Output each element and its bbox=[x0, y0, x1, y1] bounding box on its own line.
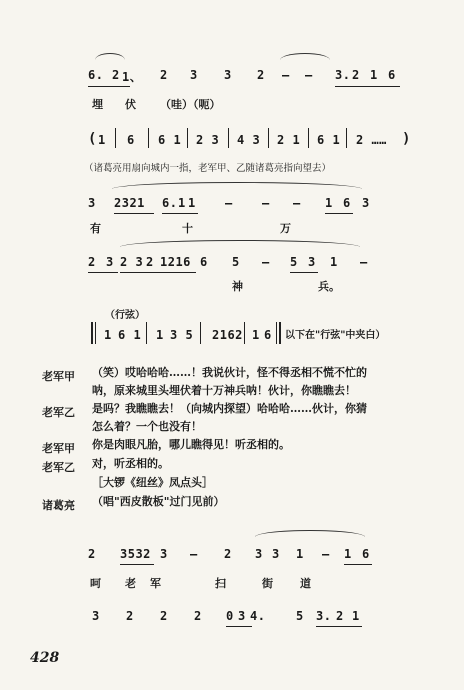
lyric: 街 bbox=[262, 577, 273, 590]
note: 2 bbox=[88, 547, 96, 561]
note: 2 bbox=[88, 255, 96, 269]
note: 6. bbox=[88, 68, 104, 82]
note: 3 bbox=[255, 547, 263, 561]
note: 2162 bbox=[212, 328, 243, 342]
barline bbox=[148, 128, 149, 148]
slur bbox=[112, 182, 362, 189]
lyric: 有 bbox=[90, 222, 101, 235]
note: 1 bbox=[330, 255, 338, 269]
repeat-end bbox=[279, 322, 281, 344]
note: 2 bbox=[257, 68, 265, 82]
paren: ) bbox=[402, 131, 411, 147]
beam bbox=[88, 272, 118, 273]
dialogue-line: 呐，原来城里头埋伏着十万神兵呐！伙计，你瞧瞧去！ bbox=[92, 384, 356, 397]
lyric: 扫 bbox=[215, 577, 226, 590]
note: 3 bbox=[92, 609, 100, 623]
note: 5 bbox=[296, 609, 304, 623]
lyric: 万 bbox=[280, 222, 291, 235]
barline bbox=[200, 322, 201, 344]
barline bbox=[244, 322, 245, 344]
speaker-name: 老军甲 bbox=[42, 442, 75, 455]
note: 1、 bbox=[122, 70, 143, 84]
note: 2 bbox=[126, 609, 134, 623]
beam bbox=[316, 626, 362, 627]
note: 2321 bbox=[114, 196, 145, 210]
note: 2 3 bbox=[120, 255, 144, 269]
percussion-cue: ［大锣《纽丝》凤点头］ bbox=[92, 476, 213, 489]
note: 4. bbox=[250, 609, 266, 623]
note: 2 bbox=[224, 547, 232, 561]
dialogue-line: 怎么着？一个也没有！ bbox=[92, 420, 202, 433]
note: 5 bbox=[290, 255, 298, 269]
note: 1 bbox=[104, 328, 112, 342]
note: 1 bbox=[296, 547, 304, 561]
speaker-name: 老军乙 bbox=[42, 461, 75, 474]
note: 2 bbox=[352, 68, 360, 82]
note: 6 bbox=[127, 133, 135, 147]
note: 2 bbox=[146, 255, 154, 269]
speaker-name: 老军乙 bbox=[42, 406, 75, 419]
note: 1 bbox=[352, 609, 360, 623]
note: – bbox=[282, 68, 290, 82]
beam bbox=[344, 564, 372, 565]
lyric: 十 bbox=[182, 222, 193, 235]
note: 3 bbox=[272, 547, 280, 561]
stage-direction: （唱"西皮散板"过门见前） bbox=[92, 495, 225, 508]
beam bbox=[290, 272, 318, 273]
lyric: 神 bbox=[232, 280, 243, 293]
note: 3 bbox=[160, 547, 168, 561]
paren: ( bbox=[88, 131, 97, 147]
lyric: 道 bbox=[300, 577, 311, 590]
note: 3 bbox=[106, 255, 114, 269]
lyric: 伏 bbox=[125, 98, 136, 111]
dialogue-line: 对，听丞相的。 bbox=[92, 457, 169, 470]
note: – bbox=[190, 547, 198, 561]
note: 1 bbox=[188, 196, 196, 210]
lyric: 兵。 bbox=[318, 280, 340, 293]
note: 2 bbox=[336, 609, 344, 623]
note: 6. bbox=[162, 196, 178, 210]
note: 1 bbox=[344, 547, 352, 561]
note: 3532 bbox=[120, 547, 151, 561]
note: 3. bbox=[335, 68, 351, 82]
note: 6 1 bbox=[158, 133, 182, 147]
note: 2 bbox=[160, 68, 168, 82]
note: – bbox=[305, 68, 313, 82]
note: 6 bbox=[264, 328, 272, 342]
beam bbox=[114, 213, 154, 214]
beam bbox=[120, 272, 196, 273]
barline bbox=[346, 128, 347, 148]
note: 1 bbox=[156, 328, 164, 342]
note: 2 bbox=[160, 609, 168, 623]
note: 1 bbox=[370, 68, 378, 82]
barline bbox=[146, 322, 147, 344]
page-number: 428 bbox=[30, 650, 60, 666]
note: 0 bbox=[226, 609, 234, 623]
repeat-start bbox=[91, 322, 93, 344]
note: 3. bbox=[316, 609, 332, 623]
note: 1 bbox=[325, 196, 333, 210]
note: – bbox=[322, 547, 330, 561]
note: 3 bbox=[190, 68, 198, 82]
repeat-end bbox=[276, 322, 277, 344]
note: 1 bbox=[178, 196, 186, 210]
slur bbox=[280, 53, 330, 60]
section-label: （行弦） bbox=[105, 310, 145, 321]
note: 6 bbox=[388, 68, 396, 82]
note: 6 bbox=[343, 196, 351, 210]
beam bbox=[226, 626, 252, 627]
note: 2 …… bbox=[356, 133, 387, 147]
beam bbox=[162, 213, 198, 214]
lyric: 军 bbox=[150, 577, 161, 590]
speaker-name: 老军甲 bbox=[42, 370, 75, 383]
dialogue-line: 是吗？我瞧瞧去！（向城内探望）哈哈哈……伙计，你猜 bbox=[92, 402, 367, 415]
dialogue-line: 你是肉眼凡胎，哪儿瞧得见！听丞相的。 bbox=[92, 438, 290, 451]
barline bbox=[187, 128, 188, 148]
slur bbox=[120, 240, 360, 247]
note: 6 bbox=[200, 255, 208, 269]
note: 4 3 bbox=[237, 133, 261, 147]
note: 3 bbox=[238, 609, 246, 623]
note: 6 1 bbox=[317, 133, 341, 147]
barline bbox=[115, 128, 116, 148]
beam bbox=[120, 564, 154, 565]
note: 3 bbox=[224, 68, 232, 82]
beam bbox=[335, 86, 400, 87]
dialogue-line: （笑）哎哈哈哈……！我说伙计，怪不得丞相不慌不忙的 bbox=[92, 366, 367, 379]
note: – bbox=[360, 255, 368, 269]
speaker-name: 诸葛亮 bbox=[42, 499, 75, 512]
lyric: （哇）（呃） bbox=[160, 98, 221, 111]
performance-note: 以下在"行弦"中夹白） bbox=[285, 330, 386, 341]
note: 1216 bbox=[160, 255, 191, 269]
lyric: 埋 bbox=[92, 98, 103, 111]
note: 2 bbox=[112, 68, 120, 82]
note: 2 3 bbox=[196, 133, 220, 147]
barline bbox=[228, 128, 229, 148]
lyric: 老 bbox=[125, 577, 136, 590]
note: 3 5 bbox=[170, 328, 194, 342]
note: 1 bbox=[252, 328, 260, 342]
beam bbox=[325, 213, 353, 214]
note: – bbox=[262, 255, 270, 269]
barline bbox=[308, 128, 309, 148]
slur bbox=[95, 53, 125, 60]
note: – bbox=[293, 196, 301, 210]
note: 6 bbox=[362, 547, 370, 561]
beam bbox=[88, 86, 130, 87]
note: 3 bbox=[362, 196, 370, 210]
note: 1 bbox=[98, 133, 106, 147]
slur bbox=[255, 530, 365, 537]
note: 3 bbox=[88, 196, 96, 210]
note: 2 1 bbox=[277, 133, 301, 147]
note: – bbox=[262, 196, 270, 210]
repeat-start bbox=[95, 322, 96, 344]
note: 6 1 bbox=[118, 328, 142, 342]
lyric: 呵 bbox=[90, 577, 101, 590]
note: 5 bbox=[232, 255, 240, 269]
stage-direction: （诸葛亮用扇向城内一指，老军甲、乙随诸葛亮指向望去） bbox=[84, 163, 332, 174]
note: – bbox=[225, 196, 233, 210]
note: 3 bbox=[308, 255, 316, 269]
note: 2 bbox=[194, 609, 202, 623]
barline bbox=[268, 128, 269, 148]
